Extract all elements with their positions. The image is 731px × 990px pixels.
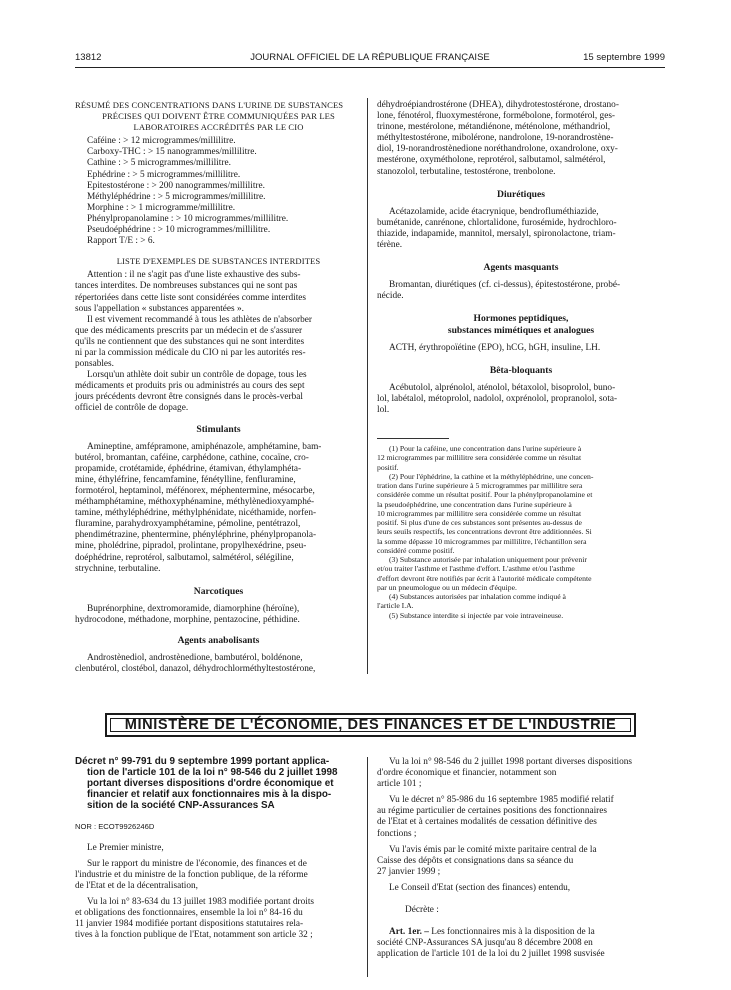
nor-reference: NOR : ECOT9926246D xyxy=(75,821,155,831)
vu-avis: Vu l'avis émis par le comité mixte paritaire central de la Caisse des dépôts et consignations dans sa séance du 27 janvier 1999 ; xyxy=(377,844,597,877)
concentration-item: Méthyléphédrine : > 5 microgrammes/millilitre. xyxy=(87,191,266,202)
summary-title-line: RÉSUMÉ DES CONCENTRATIONS DANS L'URINE DE SUBSTANCES xyxy=(75,100,344,110)
right-column xyxy=(377,100,665,620)
vu-decret-1985: Vu le décret n° 85-986 du 16 septembre 1985 modifié relatif au régime particulier de certaines positions des fonctionnaires de l'Etat et à certaines modalités de cessation définitive des fonctions ; xyxy=(377,795,614,839)
diuretics-list: Acétazolamide, acide étacrynique, bendrofluméthiazide, bumétanide, canrénone, chlortalidone, furosémide, hydrochloro- thiazide, indapamide, mannitol, mersalyl, spironolactone, triam- térène. xyxy=(377,206,617,251)
hormones-list: ACTH, érythropoïétine (EPO), hCG, hGH, insuline, LH. xyxy=(389,342,601,353)
concentration-item: Epitestostérone : > 200 nanogrammes/millilitre. xyxy=(87,180,265,191)
section-heading-stimulants: Stimulants xyxy=(196,423,241,435)
article-1: Art. 1er. – Les fonctionnaires mis à la disposition de la société CNP-Assurances SA jusqu'au 8 décembre 2008 en application de l'article 101 de la loi du 2 juillet 1998 susvisée xyxy=(377,927,605,960)
recommendation-paragraph: Il est vivement recommandé à tous les athlètes de n'absorber que des médicaments prescrits par un médecin et de s'assurer qu'ils ne contiennent que des substances qui ne sont interdites ni par la commission médicale du CIO ni par les autorités res- ponsables. xyxy=(75,314,312,370)
section-heading-hormones: Hormones peptidiques, xyxy=(473,313,569,325)
summary-title-line: LABORATOIRES ACCRÉDITÉS PAR LE CIO xyxy=(133,122,304,133)
article-label: Art. 1er. – xyxy=(389,927,429,938)
decrete: Décrète : xyxy=(405,905,439,916)
vu-loi-1983: Vu la loi n° 83-634 du 13 juillet 1983 modifiée portant droits et obligations des fonctionnaires, ensemble la loi n° 84-16 du 11 janvier 1984 modifiée portant dispositions statutaires rela- tives à la fonction publique de l'Etat, notamment son article 32 ; xyxy=(75,897,315,941)
section-heading-masking: Agents masquants xyxy=(483,262,559,274)
vu-loi-1998: Vu la loi n° 98-546 du 2 juillet 1998 portant diverses dispositions d'ordre économique et financier, notamment son article 101 ; xyxy=(377,757,633,790)
decree-left-column xyxy=(75,757,362,941)
journal-title: JOURNAL OFFICIEL DE LA RÉPUBLIQUE FRANÇAISE xyxy=(250,52,490,63)
footnote-rule xyxy=(377,438,449,439)
premier-ministre: Le Premier ministre, xyxy=(87,842,164,853)
summary-title-line: PRÉCISES QUI DOIVENT ÊTRE COMMUNIQUÉES PAR LES xyxy=(102,111,335,122)
anabolic-list: Androstènediol, androstènedione, bambutérol, boldénone, clenbutérol, clostébol, danazol, déhydrochlorméthyltestostérone, xyxy=(75,653,316,675)
footnote-3: (3) Substance autorisée par inhalation uniquement pour prévenir et/ou traiter l'asthme et l'asthme d'effort. L'asthme et/ou l'asthme d'effort devront être notifiés par écrit à l'autorité médicale compétente par un pneumologue ou un médecin d'équipe. xyxy=(377,555,592,592)
concentration-item: Caféine : > 12 microgrammes/millilitre. xyxy=(87,136,236,147)
concentration-item: Ephédrine : > 5 microgrammes/millilitre. xyxy=(87,169,241,180)
rapport-paragraph: Sur le rapport du ministre de l'économie, des finances et de l'industrie et du ministre de la fonction publique, de la réforme de l'Etat et de la décentralisation, xyxy=(75,858,308,891)
concentration-item: Pseudoéphédrine : > 10 microgrammes/millilitre. xyxy=(87,225,271,236)
concentration-item: Phénylpropanolamine : > 10 microgrammes/millilitre. xyxy=(87,213,289,224)
section-heading-narcotics: Narcotiques xyxy=(193,585,244,597)
header-rule xyxy=(75,67,665,68)
footnote-5: (5) Substance interdite si injectée par voie intraveineuse. xyxy=(389,610,564,620)
conseil-etat: Le Conseil d'Etat (section des finances) entendu, xyxy=(389,882,571,893)
anabolic-list-continued: déhydroépiandrostérone (DHEA), dihydrotestostérone, drostano- lone, fénotérol, fluoxymestérone, formébolone, formotérol, ges- trinone, mestérolone, métandiénone, méténolone, méthandriol, méthyltestostérone, mibolérone, nandrolone, 19-norandrostène- diol, 19-norandrostènedione noréthandrolone, oxandrolone, oxy- mestérone, oxymétholone, reprotérol, salbutamol, salmétérol, stanozolol, terbutaline, testostérone, trenbolone. xyxy=(377,100,619,177)
footnote-2: (2) Pour l'éphédrine, la cathine et la méthyléphédrine, une concen- tration dans l'urine supérieure à 5 microgrammes par millilitre sera considérée comme un résultat positif. Pour la phénylpropanolamine et la pseudoéphédrine, une concentration dans l'urine supérieure à 10 microgrammes par millilitre sera considérée comme un résultat positif. Si plus d'une de ces substances sont présentes au-dessus de leurs seuils respectifs, les concentrations devront être additionnées. Si la somme dépasse 10 microgrammes par millilitre, l'échantillon sera considéré comme positif. xyxy=(377,471,594,555)
footnotes xyxy=(377,438,665,620)
masking-list: Bromantan, diurétiques (cf. ci-dessus), épitestostérone, probé- nécide. xyxy=(377,280,621,302)
beta-blockers-list: Acébutolol, alprénolol, aténolol, bétaxolol, bisoprolol, buno- lol, labétalol, métoprolol, nadolol, oxprénolol, propranolol, sota- lol. xyxy=(377,382,618,415)
footnote-4: (4) Substances autorisées par inhalation comme indiqué à l'article I.A. xyxy=(377,592,566,611)
decree-title: Décret n° 99-791 du 9 septembre 1999 portant applica- tion de l'article 101 de la loi n° 98-546 du 2 juillet 1998 portant diverses dispositions d'ordre économique et financier et relatif aux fonctionnaires mis à la dispo- sition de la société CNP-Assurances SA xyxy=(75,756,338,811)
concentration-item: Carboxy-THC : > 15 nanogrammes/millilitre. xyxy=(87,147,257,158)
concentration-item: Cathine : > 5 microgrammes/millilitre. xyxy=(87,158,231,169)
concentration-item: Morphine : > 1 microgramme/millilitre. xyxy=(87,202,236,213)
section-heading-diuretics: Diurétiques xyxy=(497,188,545,200)
concentration-item: Rapport T/E : > 6. xyxy=(87,236,155,247)
left-column xyxy=(75,100,362,675)
control-paragraph: Lorsqu'un athlète doit subir un contrôle de dopage, tous les médicaments et produits pris ou administrés au cours des sept jours précédents devront être consignés dans le procès-verbal officiel de contrôle de dopage. xyxy=(75,370,307,414)
stimulants-list: Amineptine, amfépramone, amiphénazole, amphétamine, bam- butérol, bromantan, caféine, carphédone, cathine, cocaïne, cro- propamide, crotétamide, éphédrine, étamivan, éthylamphéta- mine, éthyléfrine, fencamfamine, fénétylline, fenfluramine, formotérol, heptaminol, méfénorex, méphentermine, mésocarbe, méthamphétamine, méthoxyphénamine, méthylènedioxyamphé- tamine, méthyléphédrine, méthylphénidate, nicéthamide, norfen- fluramine, parahydroxyamphétamine, pémoline, pentétrazol, phendimétrazine, phentermine, phényléphrine, phénylpropanola- mine, pholédrine, pipradol, prolintane, propylhexédrine, pseu- doéphédrine, reprotérol, salbutamol, salmétérol, sélégiline, strychnine, terbutaline. xyxy=(75,441,322,574)
page-header xyxy=(75,52,665,66)
issue-date: 15 septembre 1999 xyxy=(583,52,665,63)
section-heading-beta-blockers: Bêta-bloquants xyxy=(489,364,553,376)
decree-column-divider xyxy=(367,757,368,977)
examples-title: LISTE D'EXEMPLES DE SUBSTANCES INTERDITES xyxy=(116,256,321,267)
ministry-banner-text: MINISTÈRE DE L'ÉCONOMIE, DES FINANCES ET DE L'INDUSTRIE xyxy=(124,717,617,733)
narcotics-list: Buprénorphine, dextromoramide, diamorphine (héroïne), hydrocodone, méthadone, morphine, pentazocine, péthidine. xyxy=(75,603,300,625)
decree-right-column xyxy=(377,757,665,960)
column-divider xyxy=(367,98,368,674)
section-heading-anabolic: Agents anabolisants xyxy=(177,635,260,647)
footnote-1: (1) Pour la caféine, une concentration dans l'urine supérieure à 12 microgrammes par millilitre sera considérée comme un résultat positif. xyxy=(377,444,582,472)
ministry-banner xyxy=(105,713,636,737)
section-heading-hormones-sub: substances mimétiques et analogues xyxy=(447,324,595,336)
page-number: 13812 xyxy=(75,52,102,63)
attention-paragraph: Attention : il ne s'agit pas d'une liste exhaustive des subs- tances interdites. De nombreuses substances qui ne sont pas répertoriées dans cette liste sont considérées comme interdites sous l'appellation « substances apparentées ». xyxy=(75,270,307,314)
